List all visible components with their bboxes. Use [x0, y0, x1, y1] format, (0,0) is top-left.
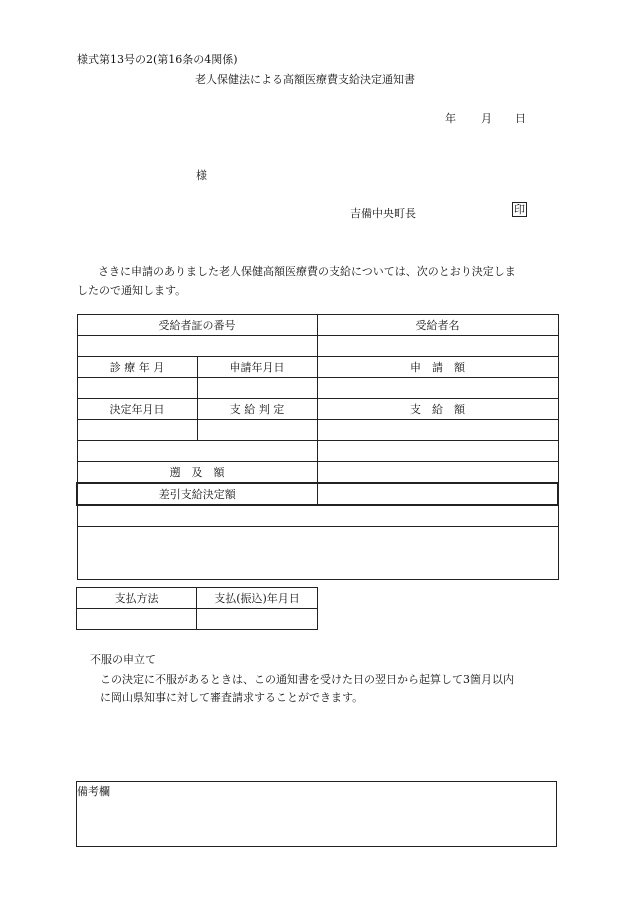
recipient-number-header: 受給者証の番号	[77, 315, 317, 336]
table-row	[77, 483, 558, 505]
table-row	[77, 336, 558, 357]
retroactive-amount-cell	[317, 462, 558, 484]
claim-amount-header: 申 請 額	[317, 357, 558, 378]
table-row	[77, 399, 558, 420]
form-number: 様式第13号の2(第16条の4関係)	[77, 53, 238, 66]
table-row	[77, 378, 558, 399]
table-row	[77, 588, 318, 609]
application-date-cell	[197, 378, 317, 399]
treatment-month-cell	[77, 378, 197, 399]
payment-amount-header: 支 給 額	[317, 399, 558, 420]
payment-method-cell	[77, 609, 197, 630]
notes-row	[77, 527, 558, 580]
appeal-line-2: に岡山県知事に対して審査請求することができます。	[100, 691, 364, 704]
seal-stamp	[512, 203, 527, 217]
table-row	[77, 315, 558, 336]
payment-date-header: 支払(振込)年月日	[197, 588, 318, 609]
table-row	[77, 441, 558, 462]
net-amount-cell	[317, 483, 558, 505]
table-row	[77, 462, 558, 484]
payment-method-header: 支払方法	[77, 588, 197, 609]
remarks-box	[76, 781, 557, 847]
payment-decision-cell	[197, 420, 317, 441]
body-line-1: さきに申請のありました老人保健高額医療費の支給については、次のとおり決定しま	[98, 265, 516, 278]
payment-table	[76, 587, 318, 630]
date-day-label: 日	[515, 112, 526, 125]
retroactive-amount-label: 遡 及 額	[77, 462, 317, 484]
recipient-name-cell	[317, 336, 558, 357]
full-width-row	[77, 505, 558, 527]
payment-amount-cell	[317, 420, 558, 441]
table-row	[77, 357, 558, 378]
addressee-suffix: 様	[196, 169, 207, 182]
benefit-table	[76, 314, 559, 580]
document-title: 老人保健法による高額医療費支給決定通知書	[195, 73, 415, 86]
body-line-2: したので通知します。	[77, 284, 187, 297]
payment-date-cell	[197, 609, 318, 630]
net-amount-label: 差引支給決定額	[77, 483, 317, 505]
application-date-header: 申請年月日	[197, 357, 317, 378]
date-year-label: 年	[445, 112, 456, 125]
table-row	[77, 527, 558, 580]
recipient-name-header: 受給者名	[317, 315, 558, 336]
treatment-month-header: 診 療 年 月	[77, 357, 197, 378]
recipient-number-cell	[77, 336, 317, 357]
blank-cell	[77, 441, 317, 462]
decision-date-cell	[77, 420, 197, 441]
table-row	[77, 505, 558, 527]
payment-decision-header: 支 給 判 定	[197, 399, 317, 420]
table-row	[77, 420, 558, 441]
claim-amount-cell	[317, 378, 558, 399]
issuer-name: 吉備中央町長	[350, 207, 416, 220]
decision-date-header: 決定年月日	[77, 399, 197, 420]
table-row	[77, 609, 318, 630]
appeal-heading: 不服の申立て	[90, 653, 156, 666]
remarks-label: 備考欄	[77, 785, 110, 798]
seal-mark: 印	[514, 203, 525, 216]
blank-cell	[317, 441, 558, 462]
appeal-line-1: この決定に不服があるときは、この通知書を受けた日の翌日から起算して3箇月以内	[100, 673, 514, 686]
date-month-label: 月	[481, 112, 492, 125]
